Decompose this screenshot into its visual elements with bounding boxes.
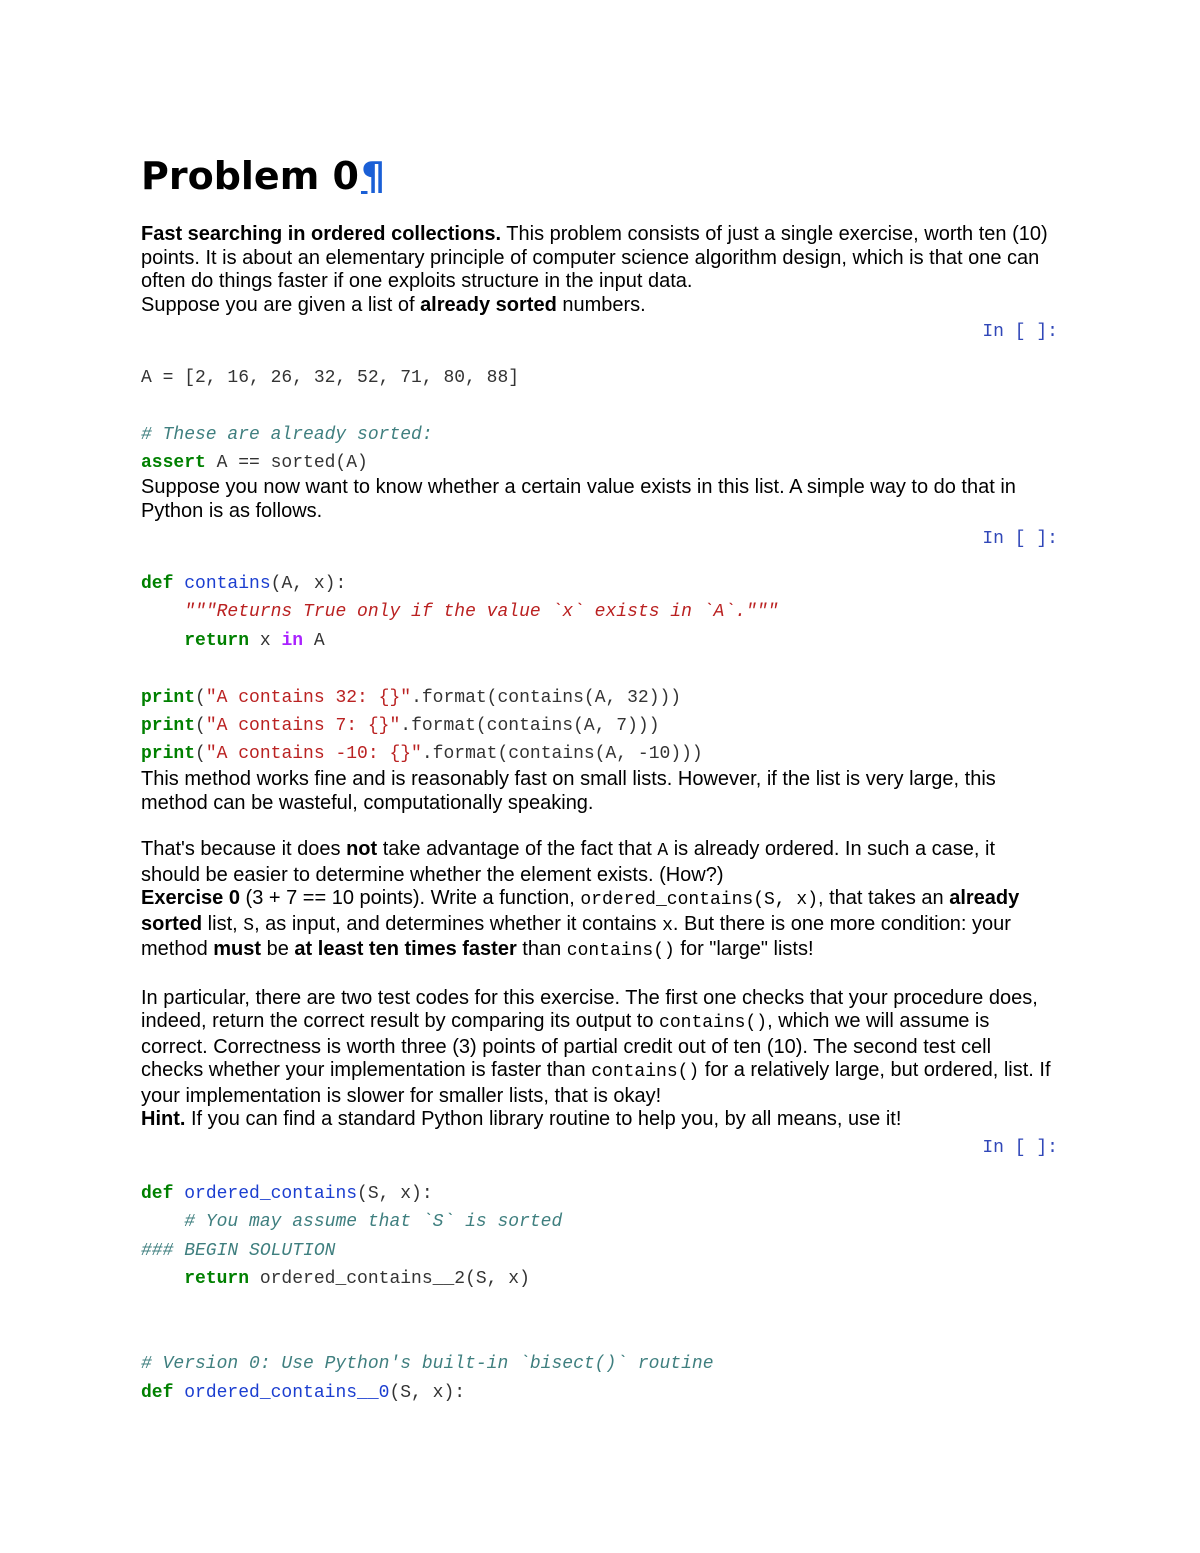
heading-anchor-link[interactable]: ¶ xyxy=(360,154,386,198)
paragraph-2: Suppose you now want to know whether a certain value exists in this list. A simple way to do that in Python is as follows. xyxy=(141,476,1016,522)
code-cell-2[interactable]: def contains(A, x): """Returns True only if the value `x` exists in `A`.""" return x in A print("A contains 32: {}".format(contains(A, 32))) print("A contains 7: {}".format(contains(A, 7))) print("A contains -10: {}".format(contains(A, -10))) xyxy=(141,574,779,765)
cell-prompt: In [ ]: xyxy=(982,529,1058,549)
cell-prompt: In [ ]: xyxy=(982,1138,1058,1158)
paragraph-3: This method works fine and is reasonably fast on small lists. However, if the list is very large, this method can be wasteful, computationally speaking. That's because it does not take advantage of the fact that A is already ordered. In such a case, it should be easier to determine whether the element exists. (How?) Exercise 0 (3 + 7 == 10 points). Write a function, ordered_contains(S, x), that takes an already sorted list, S, as input, and determines whether it contains x. But there is one more condition: your method must be at least ten times faster than contains() for "large" lists! In particular, there are two test codes for this exercise. The first one checks that your procedure does, indeed, return the correct result by comparing its output to contains(), which we will assume is correct. Correctness is worth three (3) points of partial credit out of ten (10). The second test cell checks whether your implementation is faster than contains() for a relatively large, but ordered, list. If your implementation is slower for smaller lists, that is okay! Hint. If you can find a standard Python library routine to help you, by all means, use it! xyxy=(141,768,1051,1130)
page-title: Problem 0¶ xyxy=(141,154,386,198)
code-cell-3[interactable]: def ordered_contains(S, x): # You may assume that `S` is sorted ### BEGIN SOLUTION return ordered_contains__2(S, x) # Version 0: Use Python's built-in `bisect()` routine def ordered_contains__0(S, x): xyxy=(141,1184,714,1403)
cell-prompt: In [ ]: xyxy=(982,322,1058,342)
intro-paragraph: Fast searching in ordered collections. This problem consists of just a single exercise, worth ten (10) points. It is about an elementary principle of computer science algorithm design, which is that one can often do things faster if one exploits structure in the input data. Suppose you are given a list of already sorted numbers. xyxy=(141,223,1048,316)
code-cell-1[interactable]: A = [2, 16, 26, 32, 52, 71, 80, 88] # These are already sorted: assert A == sorted(A) xyxy=(141,368,520,474)
